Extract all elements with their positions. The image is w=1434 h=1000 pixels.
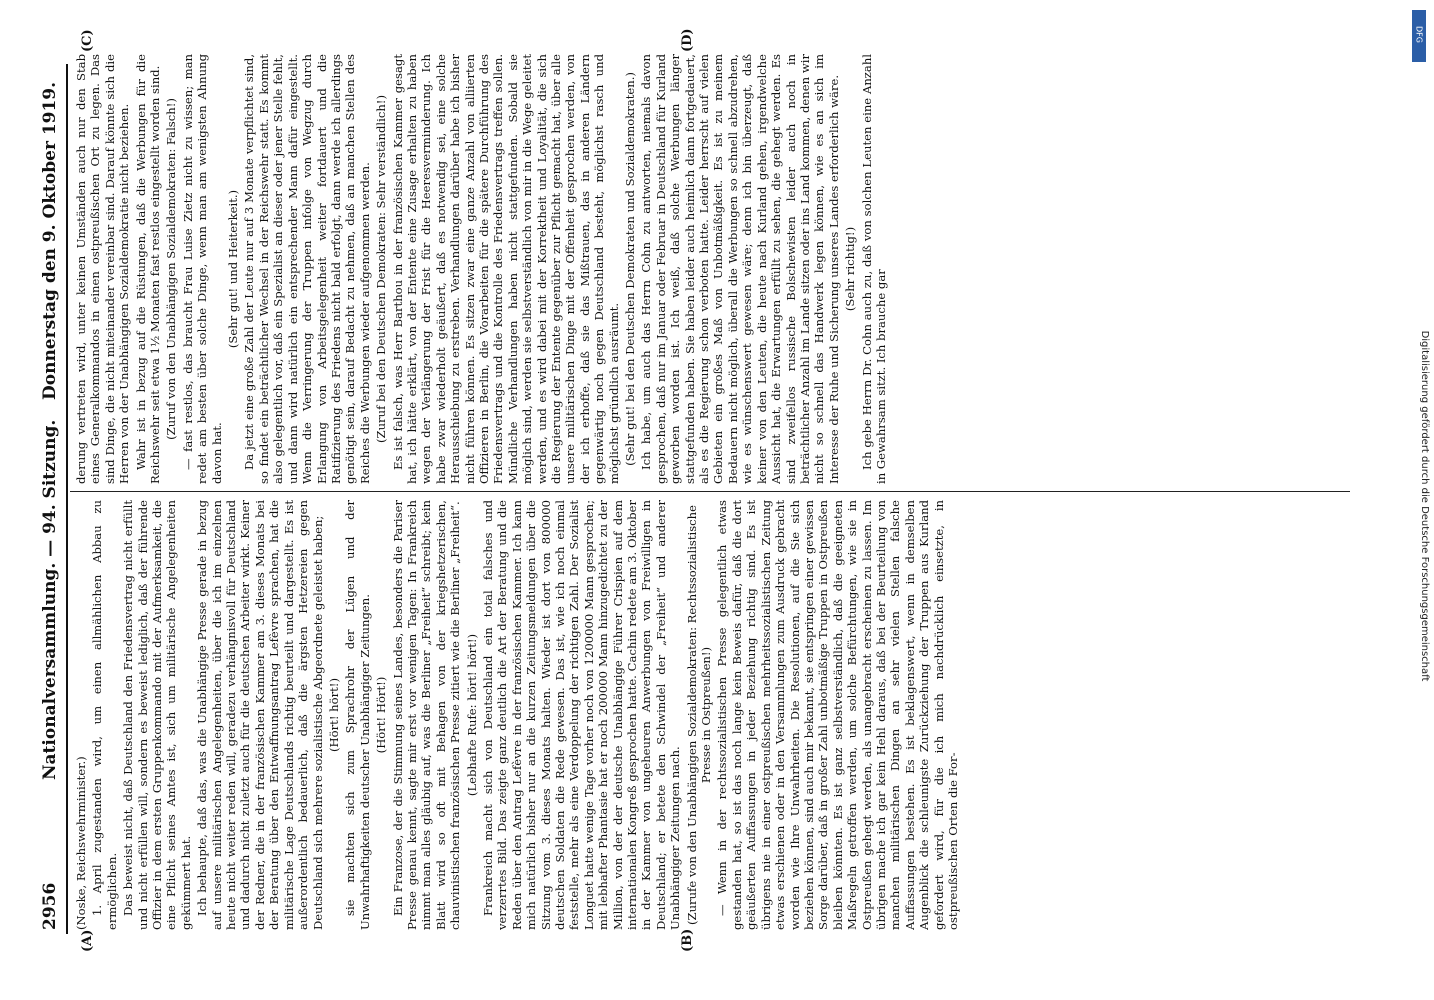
right-column — [74, 54, 1354, 484]
paragraph: derung vertreten wird, unter keinen Umständen auch nur den Stab eines Generalkommandos in einen ostpreußischen Ort zu legen. Das sind Dinge, die nicht miteinander vereinbar sind. Darauf könnte sich die Herren von der Unabhängigen Sozialdemokratie nicht beziehen. — [74, 54, 132, 484]
interjection: (Zuruf bei den Deutschen Demokraten: Sehr verständlich!) — [374, 95, 389, 443]
paragraph: Da jetzt eine große Zahl der Leute nur auf 3 Monate verpflichtet sind, so findet ein beträchtlicher Wechsel in der Reichswehr statt. Es kommt also gelegentlich vor, daß ein Spezialist an dieser oder jener Stelle fehlt, und dann wird natürlich ein entsprechender Mann dafür eingestellt. Wenn die Verringerung der Truppen infolge von Wegzug durch Erlangung von Arbeitsgelegenheit weiter fortdauert und die Ratifizierung des Friedens nicht bald erfolgt, dann werde ich allerdings genötigt sein, darauf Bedacht zu nehmen, daß an manchen Stellen des Reiches die Werbungen wieder aufgenommen werden. — [242, 54, 372, 484]
assembly-title: Nationalversammlung. — 94. Sitzung. — [40, 419, 60, 780]
margin-marker-b: (B) — [680, 928, 695, 952]
paragraph: — fast restlos, das braucht Frau Luise Zietz nicht zu wissen; man redet am besten über solche Dinge, wenn man am wenigsten Ahnung davon hat. — [180, 54, 224, 484]
dfg-logo-text: DFG — [1414, 26, 1424, 43]
interjection: (Sehr gut! bei den Deutschen Demokraten und Sozialdemokraten.) — [623, 72, 638, 466]
left-column — [74, 500, 1354, 930]
interjection: (Lebhafte Rufe: hört! hört!) — [464, 633, 479, 797]
paragraph: Es ist falsch, was Herr Barthou in der französischen Kammer gesagt hat, ich hätte erklärt, von der Entente eine Zusage erhalten zu haben wegen der Verlängerung der Frist für die Heeresverminderung. Ich habe zwar wiederholt geäußert, daß es notwendig sei, eine solche Herausschiebung zu erstreben. Verhandlungen darüber habe ich bisher nicht führen können. Es sitzen zwar eine ganze Anzahl von alliierten Offizieren in Berlin, die Vorarbeiten für die spätere Durchführung des Friedensvertrags und die Kontrolle des Friedensvertrags treffen sollen. Mündliche Verhandlungen haben nicht stattgefunden. Sobald sie möglich sind, werden sie selbstverständlich von mir in die Wege geleitet werden, und es wird dabei mit der Korrektheit und Loyalität, die sich die Regierung der Entente gegenüber zur Pflicht gemacht hat, über alle unsere militärischen Dinge mit der Offenheit gesprochen werden, von der ich erhoffe, daß sie das Mißtrauen, das in anderen Ländern gegenwärtig noch gegen Deutschland besteht, möglichst rasch und möglichst gründlich ausräumt. — [390, 54, 621, 484]
paragraph: Ich gebe Herrn Dr. Cohn auch zu, daß von solchen Leuten eine Anzahl in Gewahrsam sitzt. Ich brauche gar — [859, 54, 888, 484]
column-divider — [70, 491, 1350, 492]
header-rule — [66, 64, 68, 934]
paragraph: 1. April zugestanden wird, um einen allmählichen Abbau zu ermöglichen. — [90, 500, 119, 930]
margin-marker-c: (C) — [80, 29, 95, 52]
margin-marker-d: (D) — [680, 28, 695, 52]
dfg-logo — [1412, 10, 1426, 62]
paragraph: Das beweist nicht, daß Deutschland den Friedensvertrag nicht erfüllt und nicht erfüllen will, sondern es beweist lediglich, daß der führende Offizier in dem ersten Gruppenkommando mit der Aufmerksamkeit, die eine Pflicht seines Amtes ist, sich um militärische Angelegenheiten gekümmert hat. — [121, 500, 193, 930]
session-date: Donnerstag den 9. Oktober 1919. — [40, 81, 60, 400]
paragraph: Wahr ist in bezug auf die Rüstungen, daß die Werbungen für die Reichswehr seit etwa 1½ Monaten fast restlos eingestellt worden sind. — [133, 54, 163, 484]
running-head — [40, 70, 66, 930]
interjection: (Zuruf von den Unabhängigen Sozialdemokraten: Falsch!) — [164, 98, 179, 440]
paragraph: — Wenn in der rechtssozialistischen Presse gelegentlich etwas gestanden hat, so ist das noch lange kein Beweis dafür, daß die dort geäußerten Auffassungen in jeder Beziehung richtig sind. Es ist übrigens nie in einer ostpreußischen mehrheitssozialistischen Zeitung etwas erschienen oder in den Versammlungen zum Ausdruck gebracht worden wie Ihre Unwahrheiten. Die Resolutionen, auf die Sie sich beziehen können, sind auch mir bekannt, sie entspringen einer gewissen Sorge darüber, daß in großer Zahl unbotmäßige Truppen in Ostpreußen bleiben könnten. Es ist ganz selbstverständlich, daß die geeigneten Maßregeln getroffen werden, um solche Befürchtungen, wie sie in Ostpreußen gehegt werden, als unangebracht erscheinen zu lassen. Im übrigen mache ich gar kein Hehl daraus, daß bei der Beurteilung von manchen militärischen Dingen an sehr vielen Stellen falsche Auffassungen bestehen. Es ist beklagenswert, wenn in demselben Augenblick die schleunigste Zurückziehung der Truppen aus Kurland gefordert wird, für die ich mich nachdrücklich einsetzte, in ostpreußischen Orten die For- — [715, 500, 960, 930]
paragraph: Ich behaupte, daß das, was die Unabhängige Presse gerade in bezug auf unsere militärischen Angelegenheiten, über die ich im einzelnen heute nicht weiter reden will, geradezu verhängnisvoll für Deutschland und dadurch nicht zuletzt auch für die deutschen Arbeiter wirkt. Keiner der Redner, die in der französischen Kammer am 3. dieses Monats bei der Beratung über den Entwaffnungsantrag Lefèvre sprachen, hat die militärische Lage Deutschlands richtig beurteilt und dargestellt. Es ist außerordentlich bedauerlich, daß die ärgsten Hetzereien gegen Deutschland sich mehrere sozialistische Abgeordnete geleistet haben; — [195, 500, 325, 930]
interjection: (Hört! hört!) — [326, 678, 341, 752]
interjection: (Zurufe von den Unabhängigen Sozialdemokraten: Rechtssozialistische Presse in Ostpreußen!) — [684, 505, 714, 925]
paragraph: sie machten sich zum Sprachrohr der Lügen und der Unwahrhaftigkeiten deutscher Unabhängiger Zeitungen. — [343, 500, 372, 930]
interjection: (Sehr gut! und Heiterkeit.) — [226, 189, 241, 349]
interjection: (Sehr richtig!) — [843, 226, 858, 312]
digitization-credit — [1412, 8, 1428, 992]
paragraph: Ich habe, um auch das Herrn Cohn zu antworten, niemals davon gesprochen, daß nur im Januar oder Februar in Deutschland für Kurland geworben worden ist. Ich weiß, daß solche Werbungen länger stattgefunden haben. Sie haben leider auch heimlich dann fortgedauert, als es die Regierung schon verboten hatte. Leider herrscht auf vielen Gebieten ein großes Maß von Unbotmäßigkeit. Es ist zu meinem Bedauern nicht möglich, überall die Werbungen so schnell abzudrehen, wie es wünschenswert gewesen wäre; denn ich bin überzeugt, daß keiner von den Leuten, die heute nach Kurland gehen, irgendwelche Aussicht hat, die Erwartungen erfüllt zu sehen, die gehegt werden. Es sind zweifellos russische Bolschewisten leider auch noch in beträchtlicher Anzahl im Lande sitzen oder ins Land kommen, denen wir nicht so schnell das Handwerk legen können, wie es an sich im Interesse der Ruhe und Sicherung unseres Landes erforderlich wäre. — [639, 54, 841, 484]
speaker-line: (Noske, Reichswehrminister.) — [74, 756, 88, 930]
page-number: 2956 — [40, 882, 60, 930]
credit-text: Digitalisierung gefördert durch die Deutsche Forschungsgemeinschaft — [1419, 330, 1430, 682]
margin-marker-a: (A) — [80, 929, 95, 952]
interjection: (Hört! Hört!) — [374, 676, 389, 754]
paragraph: Ein Franzose, der die Stimmung seines Landes, besonders die Pariser Presse genau kennt, sagte mir erst vor wenigen Tagen: In Frankreich nimmt man alles gläubig auf, was die Berliner „Freiheit“ schreibt; kein Blatt wird so oft mit Behagen von der kriegshetzerischen, chauvinistischen französischen Presse zitiert wie die Berliner „Freiheit“. — [390, 500, 463, 930]
paragraph: Frankreich macht sich von Deutschland ein total falsches und verzerrtes Bild. Das zeigte ganz deutlich die Art der Beratung und die Reden über den Antrag Lefèvre in der französischen Kammer. Ich kann mich natürlich bisher nur an die kurzen Zeitungsmeldungen über die Sitzung vom 3. dieses Monats halten. Wieder ist dort von 800000 deutschen Soldaten die Rede gewesen. Das ist, wie ich noch einmal feststelle, mehr als eine Verdoppelung der richtigen Zahl. Der Sozialist Longuet hatte wenige Tage vorher noch von 1200000 Mann gesprochen; mit lebhafter Phantasie hat er noch 200000 Mann hinzugedichtet zu der Million, von der der deutsche Unabhängige Führer Crispien auf dem internationalen Kongreß gesprochen hatte. Cachin redete am 3. Oktober in der Kammer von ungeheuren Anwerbungen von Freiwilligen in Deutschland; er betete den Schwindel der „Freiheit“ und anderer Unabhängiger Zeitungen nach. — [480, 500, 683, 930]
